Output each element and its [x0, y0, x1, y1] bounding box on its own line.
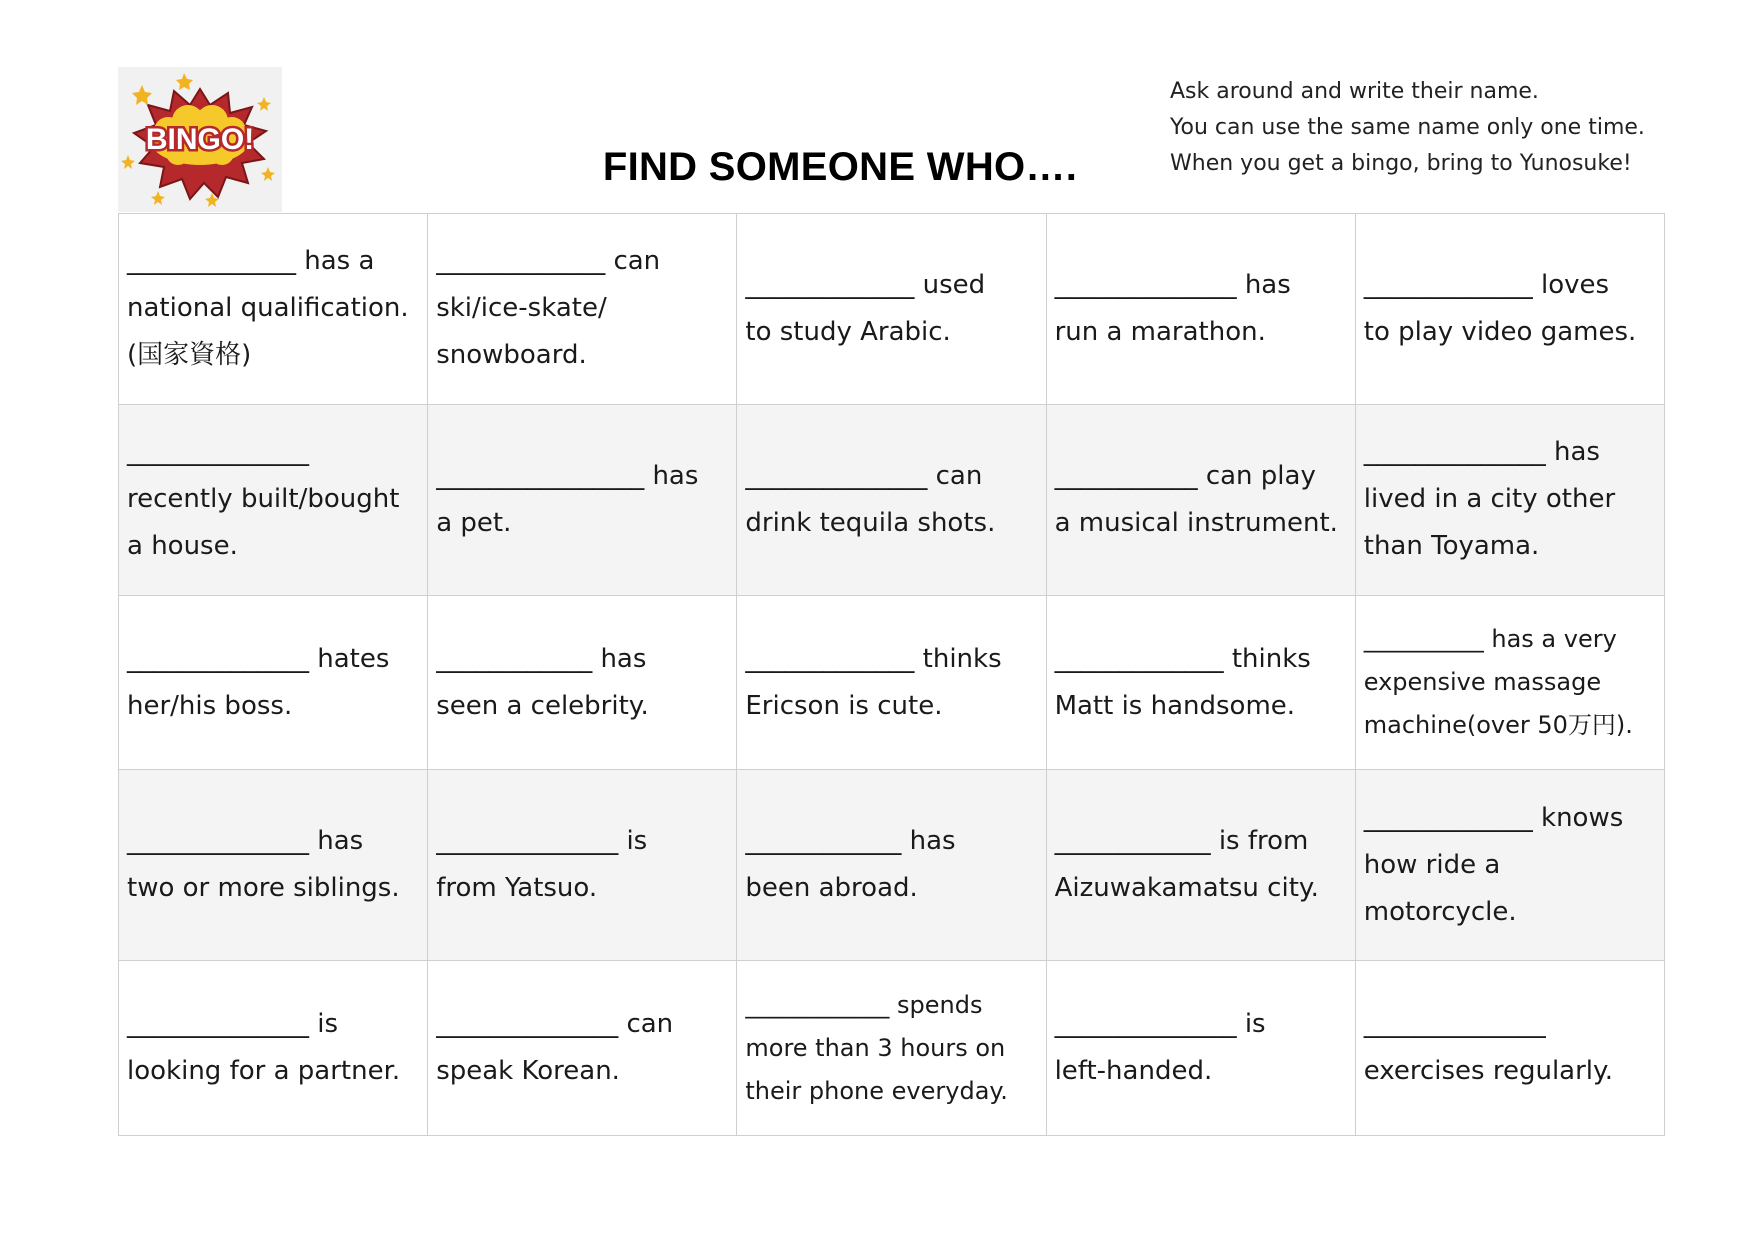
instruction-line: When you get a bingo, bring to Yunosuke!: [1170, 151, 1632, 176]
bingo-cell[interactable]: [119, 214, 428, 405]
bingo-grid: [118, 213, 1665, 1136]
instruction-line: Ask around and write their name.: [1170, 79, 1539, 104]
cell-text: ______________ has lived in a city other than Toyama.: [1363, 437, 1616, 562]
bingo-cell[interactable]: [1355, 961, 1664, 1136]
bingo-cell[interactable]: [428, 961, 737, 1136]
bingo-cell[interactable]: [119, 961, 428, 1136]
bingo-cell[interactable]: [737, 404, 1046, 595]
instruction-line: You can use the same name only one time.: [1170, 115, 1645, 140]
bingo-cell[interactable]: [737, 770, 1046, 961]
bingo-row: [119, 214, 1665, 405]
bingo-cell[interactable]: [1355, 595, 1664, 770]
cell-text: ____________ has been abroad.: [745, 826, 956, 904]
bingo-cell[interactable]: [119, 404, 428, 595]
bingo-cell[interactable]: [737, 595, 1046, 770]
instructions: [1170, 74, 1730, 182]
bingo-cell[interactable]: [119, 595, 428, 770]
cell-text: _____________ knows how ride a motorcycle.: [1363, 802, 1624, 927]
bingo-cell[interactable]: [1355, 404, 1664, 595]
cell-text: ____________ spends more than 3 hours on their phone everyday.: [745, 990, 1008, 1105]
cell-text: _____________ thinks Ericson is cute.: [745, 643, 1002, 721]
cell-text: ______________ has two or more siblings.: [127, 826, 400, 904]
bingo-row: [119, 770, 1665, 961]
bingo-cell[interactable]: [428, 404, 737, 595]
bingo-cell[interactable]: [1355, 770, 1664, 961]
bingo-row: [119, 961, 1665, 1136]
cell-text: _____________ thinks Matt is handsome.: [1054, 643, 1311, 721]
cell-text: _____________ has a national qualification. (国家資格): [127, 246, 409, 371]
cell-text: ______________ is looking for a partner.: [127, 1009, 401, 1087]
bingo-row: [119, 595, 1665, 770]
cell-text: ______________ can drink tequila shots.: [745, 460, 996, 538]
bingo-cell[interactable]: [1046, 961, 1355, 1136]
bingo-cell[interactable]: [428, 214, 737, 405]
bingo-cell[interactable]: [428, 595, 737, 770]
cell-text: ______________ is from Yatsuo.: [436, 826, 648, 904]
bingo-row: [119, 404, 1665, 595]
cell-text: _____________ used to study Arabic.: [745, 269, 986, 347]
bingo-cell[interactable]: [1046, 214, 1355, 405]
logo-text: BINGO!: [145, 123, 255, 156]
bingo-cell[interactable]: [119, 770, 428, 961]
cell-text: ______________ hates her/his boss.: [127, 643, 390, 721]
bingo-cell[interactable]: [1046, 595, 1355, 770]
bingo-cell[interactable]: [1046, 770, 1355, 961]
cell-text: ___________ can play a musical instrument.: [1054, 460, 1338, 538]
bingo-logo: [118, 67, 282, 212]
cell-text: ______________ is left-handed.: [1054, 1009, 1266, 1087]
cell-text: ______________ exercises regularly.: [1363, 1009, 1613, 1087]
cell-text: ______________ can speak Korean.: [436, 1009, 674, 1087]
bingo-burst-icon: [118, 67, 282, 212]
bingo-cell[interactable]: [737, 961, 1046, 1136]
cell-text: _____________ can ski/ice-skate/ snowboard.: [436, 246, 661, 371]
cell-text: ____________ is from Aizuwakamatsu city.: [1054, 826, 1319, 904]
page-title: FIND SOMEONE WHO….: [602, 145, 1078, 189]
bingo-cell[interactable]: [1046, 404, 1355, 595]
cell-text: _____________ loves to play video games.: [1363, 269, 1637, 347]
cell-text: __________ has a very expensive massage machine(over 50万円).: [1363, 625, 1633, 740]
bingo-cell[interactable]: [1355, 214, 1664, 405]
bingo-cell[interactable]: [737, 214, 1046, 405]
cell-text: ______________ has run a marathon.: [1054, 269, 1291, 347]
cell-text: ____________ has seen a celebrity.: [436, 643, 649, 721]
cell-text: ______________ recently built/bought a house.: [127, 437, 400, 562]
cell-text: ________________ has a pet.: [436, 460, 699, 538]
bingo-cell[interactable]: [428, 770, 737, 961]
